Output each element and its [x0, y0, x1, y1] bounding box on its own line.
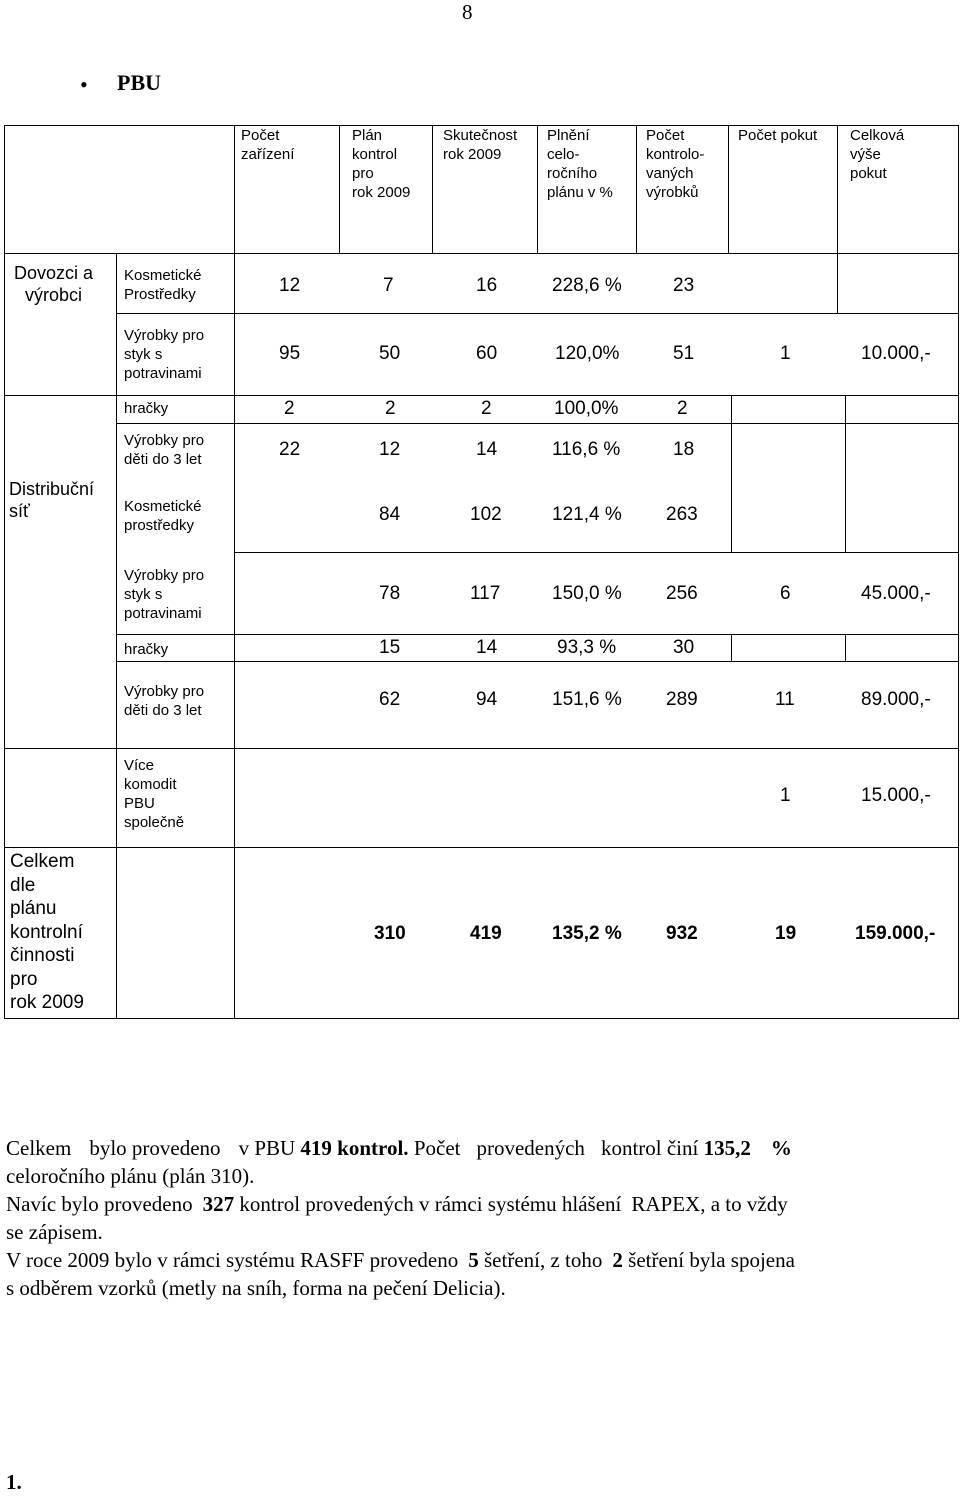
cell-value: 6 [780, 583, 791, 604]
cell-value: 12 [379, 439, 401, 460]
header-plneni: Plnění celo- ročního plánu v % [547, 127, 613, 201]
table-border-right [958, 125, 959, 1018]
header-pocet-pokut: Počet pokut [738, 127, 818, 144]
cell-value: 121,4 % [552, 504, 622, 525]
cell-value: 12 [279, 275, 301, 296]
row-divider [116, 634, 959, 635]
row-divider [116, 313, 959, 314]
table-border-left [4, 125, 5, 1018]
summary-paragraph-3 [6, 1246, 936, 1302]
cell-value: 22 [279, 439, 301, 460]
cell-value: 62 [379, 689, 401, 710]
summary-paragraph-2 [6, 1190, 936, 1246]
row-label: Výrobky pro děti do 3 let [124, 432, 205, 468]
text-run: kontrol činí [600, 1136, 699, 1160]
hdr-col-divider [636, 125, 637, 253]
cell-value: 2 [385, 398, 396, 419]
row-divider [116, 423, 959, 424]
row-label: hračky [124, 641, 169, 658]
row-label: Výrobky pro styk s potravinami [124, 327, 205, 382]
cell-value: 93,3 % [557, 637, 617, 658]
text-run: kontrol provedených v rámci systému hlášení [239, 1192, 622, 1216]
cell-value: 78 [379, 583, 401, 604]
hdr-col-divider [537, 125, 538, 253]
summary-paragraph-1 [6, 1134, 936, 1190]
cell-value: 151,6 % [552, 689, 622, 710]
text-run: 2 [612, 1248, 623, 1272]
hdr-col-divider [728, 125, 729, 253]
group-dovozci: Dovozci a výrobci [14, 263, 94, 305]
cell-value: 7 [383, 275, 394, 296]
footer-number: 1. [6, 1470, 22, 1494]
cell-value: 116,6 % [552, 439, 621, 460]
cell-value: 2 [481, 398, 492, 419]
cell-value: 11 [775, 689, 795, 710]
text-run: šetření, z toho [484, 1248, 603, 1272]
page-number: 8 [462, 0, 473, 24]
cell-value: 51 [673, 343, 695, 364]
header-vyse-pokut: Celková výše pokut [850, 127, 905, 182]
cell-value: 263 [666, 504, 698, 525]
row-label: Výrobky pro děti do 3 let [124, 683, 205, 719]
cell-value: 10.000,- [861, 343, 931, 364]
cell-value: 30 [673, 637, 695, 658]
cell-divider [731, 395, 732, 552]
cell-value: 14 [476, 637, 498, 658]
row-divider [234, 552, 959, 553]
total-value: 310 [374, 923, 406, 944]
text-run: Počet [413, 1136, 461, 1160]
row-label: Kosmetické Prostředky [124, 267, 202, 303]
header-skutecnost: Skutečnost rok 2009 [443, 127, 518, 163]
cell-value: 15.000,- [861, 785, 931, 806]
cell-value: 95 [279, 343, 301, 364]
header-pocet-vyrobku: Počet kontrolo- vaných výrobků [646, 127, 705, 201]
group-celkem: Celkem dle plánu kontrolní činnosti pro rok 2009 [10, 851, 84, 1013]
cell-value: 15 [379, 637, 401, 658]
total-value: 932 [666, 923, 698, 944]
hdr-col-divider [234, 125, 235, 253]
cell-value: 1 [780, 785, 791, 806]
cell-value: 14 [476, 439, 498, 460]
summary-line [6, 1190, 936, 1218]
label-col-divider [234, 253, 235, 1018]
text-run: bylo provedeno [89, 1136, 221, 1160]
group-divider [4, 395, 959, 396]
summary-line [6, 1246, 936, 1274]
hdr-col-divider [837, 125, 838, 253]
cell-value: 45.000,- [861, 583, 931, 604]
cell-value: 18 [673, 439, 695, 460]
section-bullet: • [80, 72, 88, 97]
hdr-col-divider [432, 125, 433, 253]
group-col-divider [116, 253, 117, 1018]
cell-value: 2 [284, 398, 295, 419]
header-divider [4, 253, 959, 254]
text-run: 419 kontrol. [300, 1136, 409, 1160]
cell-value: 1 [780, 343, 791, 364]
text-run: v PBU [238, 1136, 296, 1160]
table-border-bottom [4, 1018, 959, 1019]
text-run: 327 [202, 1192, 235, 1216]
cell-value: 94 [476, 689, 498, 710]
cell-divider [731, 634, 732, 661]
group-divider [4, 847, 959, 848]
cell-divider [837, 253, 838, 313]
total-value: 419 [470, 923, 502, 944]
total-value: 135,2 % [552, 923, 622, 944]
cell-divider [845, 395, 846, 552]
cell-value: 150,0 % [552, 583, 622, 604]
total-value: 19 [775, 923, 797, 944]
group-distribucni: Distribuční síť [9, 479, 95, 521]
text-run: RAPEX, a to vždy [631, 1192, 788, 1216]
cell-value: 16 [476, 275, 498, 296]
cell-value: 228,6 % [552, 275, 622, 296]
row-label: Výrobky pro styk s potravinami [124, 567, 205, 622]
hdr-col-divider [339, 125, 340, 253]
group-divider [4, 748, 959, 749]
total-value: 159.000,- [855, 923, 936, 944]
text-run: 5 [468, 1248, 479, 1272]
summary-line: s odběrem vzorků (metly na sníh, forma na pečení Delicia). [6, 1276, 506, 1300]
cell-value: 256 [666, 583, 698, 604]
section-title: PBU [117, 70, 161, 95]
cell-value: 100,0% [554, 398, 619, 419]
cell-value: 2 [677, 398, 688, 419]
row-label: Více komodit PBU společně [124, 757, 185, 831]
text-run: Navíc bylo provedeno [6, 1192, 193, 1216]
cell-value: 23 [673, 275, 695, 296]
cell-value: 120,0% [555, 343, 620, 364]
text-run: Celkem [6, 1136, 72, 1160]
cell-value: 117 [470, 583, 501, 604]
cell-value: 89.000,- [861, 689, 931, 710]
cell-value: 84 [379, 504, 401, 525]
header-pocet-zarizeni: Počet zařízení [241, 127, 295, 163]
summary-line: se zápisem. [6, 1220, 103, 1244]
row-label: Kosmetické prostředky [124, 498, 202, 534]
cell-value: 50 [379, 343, 401, 364]
cell-value: 60 [476, 343, 498, 364]
summary-line: celoročního plánu (plán 310). [6, 1164, 255, 1188]
text-run: V roce 2009 bylo v rámci systému RASFF provedeno [6, 1248, 459, 1272]
row-label: hračky [124, 400, 169, 417]
text-run: 135,2 [703, 1136, 751, 1160]
row-divider [116, 661, 959, 662]
cell-value: 102 [470, 504, 502, 525]
cell-divider [845, 634, 846, 661]
header-plan-kontrol: Plán kontrol pro rok 2009 [352, 127, 411, 201]
summary-line [6, 1134, 936, 1162]
cell-value: 289 [666, 689, 698, 710]
text-run: šetření byla spojena [628, 1248, 795, 1272]
text-run: % [770, 1136, 792, 1160]
text-run: provedených [476, 1136, 585, 1160]
